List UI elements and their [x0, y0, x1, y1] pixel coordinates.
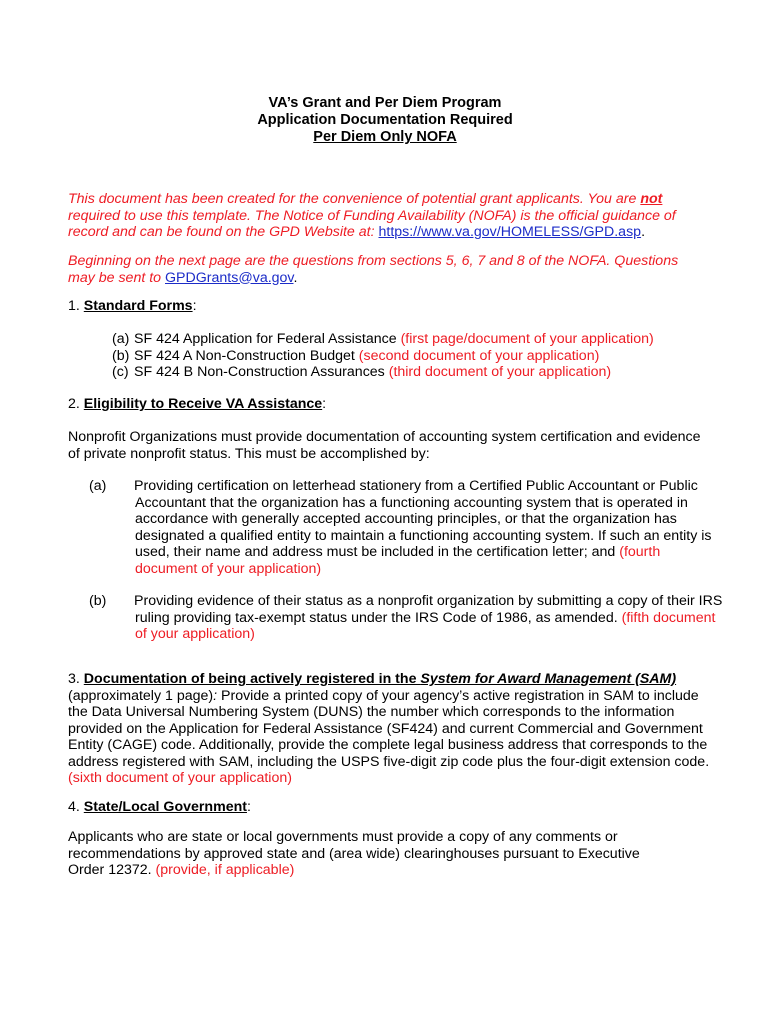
gpd-email-link[interactable]: GPDGrants@va.gov: [165, 269, 294, 286]
title-line-2: Application Documentation Required: [257, 112, 513, 128]
section-1-heading: 1. Standard Forms:: [68, 298, 197, 314]
section-2-item-b: (b) Providing evidence of their status as a nonprofit organization by submitting a copy of their IRS ruling providing tax-exempt status under the IRS Code of 1986, as amended. (fifth document of your application): [89, 593, 723, 642]
section-2-heading: 2. Eligibility to Receive VA Assistance:: [68, 396, 327, 412]
section-3-heading: Documentation of being actively registered in the: [83, 671, 421, 687]
title-line-1: VA’s Grant and Per Diem Program: [268, 95, 502, 111]
list-item: (b) SF 424 A Non-Construction Budget (second document of your application): [112, 347, 600, 364]
section-2-item-a: (a) Providing certification on letterhead stationery from a Certified Public Accountant or Public Accountant that the organization has a functioning accounting system that is operated in accordance with generally accepted accounting principles, or that the organization has designated a qualified entity to maintain a functioning accounting system. If such an entity is used, their name and address must be included in the certification letter; and (fourth document of your application): [89, 478, 712, 577]
intro-paragraph-2: Beginning on the next page are the questions from sections 5, 6, 7 and 8 of the NOFA. Questions may be sent to GPDGrants@va.gov.: [68, 253, 679, 286]
list-item: (a) SF 424 Application for Federal Assistance (first page/document of your application): [112, 331, 654, 347]
section-4-paragraph: Applicants who are state or local governments must provide a copy of any comments or recommendations by approved state and (area wide) clearinghouses pursuant to Executive Order 12372. (provide, if applicable): [68, 829, 640, 878]
section-3: 3. Documentation of being actively registered in the System for Award Management (SAM) (approximately 1 page): Provide a printed copy of your agency’s active registration in SAM to include the Data Universal Numbering System (DUNS) the number which corresponds to the information provided on the Application for Federal Assistance (SF424) and current Commercial and Government Entity (CAGE) code. Additionally, provide the complete legal business address that corresponds to the address registered with SAM, including the USPS five-digit zip code plus the four-digit extension code. (sixth document of your application): [68, 671, 710, 786]
intro-paragraph-1: This document has been created for the convenience of potential grant applicants. You are not required to use this template. The Notice of Funding Availability (NOFA) is the official guidance of record and can be found on the GPD Website at: https://www.va.gov/HOMELESS/GPD.asp.: [68, 191, 676, 240]
section-1-list: [112, 331, 712, 381]
section-4-heading: 4. State/Local Government:: [68, 799, 251, 815]
gpd-website-link[interactable]: https://www.va.gov/HOMELESS/GPD.asp: [378, 224, 642, 240]
title-line-3: Per Diem Only NOFA: [313, 129, 457, 145]
list-item: (c) SF 424 B Non-Construction Assurances (third document of your application): [112, 364, 612, 380]
section-2-paragraph: Nonprofit Organizations must provide documentation of accounting system certification and evidence of private nonprofit status. This must be accomplished by:: [68, 429, 701, 462]
not-emphasis: not: [640, 191, 663, 207]
sam-emphasis: System for Award Management (SAM): [420, 671, 677, 687]
document-title: [0, 95, 770, 146]
